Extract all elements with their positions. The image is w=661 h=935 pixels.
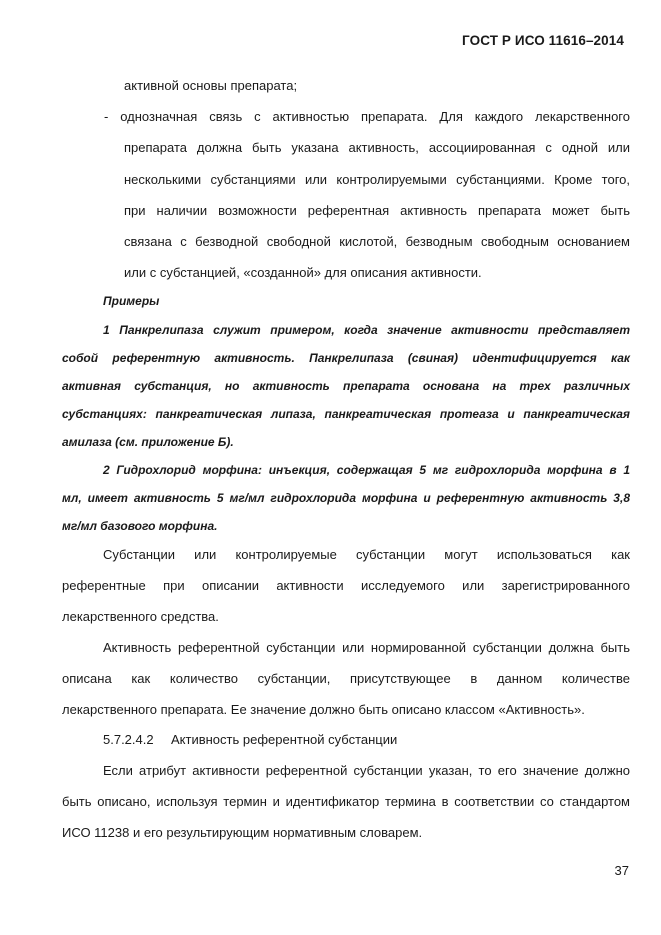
paragraph-line: описана как количество субстанции, присутствующее в данном количестве [62,671,630,686]
paragraph-line: ИСО 11238 и его результирующим нормативным словарем. [62,825,423,840]
paragraph-line: лекарственного препарата. Ее значение должно быть описано классом «Активность». [62,702,585,717]
page-number: 37 [614,863,629,878]
example-line: 2 Гидрохлорид морфина: инъекция, содержащая 5 мг гидрохлорида морфина в 1 [103,463,630,477]
paragraph-line: Активность референтной субстанции или нормированной субстанции должна быть [103,640,630,655]
text-line: препарата должна быть указана активность, ассоциированная с одной или [124,140,630,155]
paragraph-line: быть описано, используя термин и идентификатор термина в соответствии со стандартом [62,794,630,809]
paragraph-line: Субстанции или контролируемые субстанции могут использоваться как [103,547,630,562]
text-line: или с субстанцией, «созданной» для описания активности. [124,265,482,280]
example-line: активная субстанция, но активность препарата основана на трех различных [62,379,630,393]
paragraph-line: референтные при описании активности исследуемого или зарегистрированного [62,578,630,593]
text-line: связана с безводной свободной кислотой, безводным свободным основанием [124,234,630,249]
list-item-line: - однозначная связь с активностью препарата. Для каждого лекарственного [104,109,630,124]
text-line: несколькими субстанциями или контролируемыми субстанциями. Кроме того, [124,172,630,187]
document-header: ГОСТ Р ИСО 11616–2014 [462,33,624,48]
text-line: при наличии возможности референтная активность препарата может быть [124,203,630,218]
section-number: 5.7.2.4.2 [103,732,154,747]
paragraph-line: лекарственного средства. [62,609,219,624]
example-line: амилаза (см. приложение Б). [62,435,234,449]
examples-heading: Примеры [103,294,160,308]
example-line: мл, имеет активность 5 мг/мл гидрохлорида морфина и референтную активность 3,8 [62,491,630,505]
example-line: собой референтную активность. Панкрелипаза (свиная) идентифицируется как [62,351,630,365]
paragraph-line: Если атрибут активности референтной субстанции указан, то его значение должно [103,763,630,778]
section-title: Активность референтной субстанции [171,732,398,747]
example-line: мг/мл базового морфина. [62,519,218,533]
text-line: активной основы препарата; [124,78,298,93]
example-line: 1 Панкрелипаза служит примером, когда значение активности представляет [103,323,630,337]
example-line: субстанциях: панкреатическая липаза, панкреатическая протеаза и панкреатическая [62,407,630,421]
